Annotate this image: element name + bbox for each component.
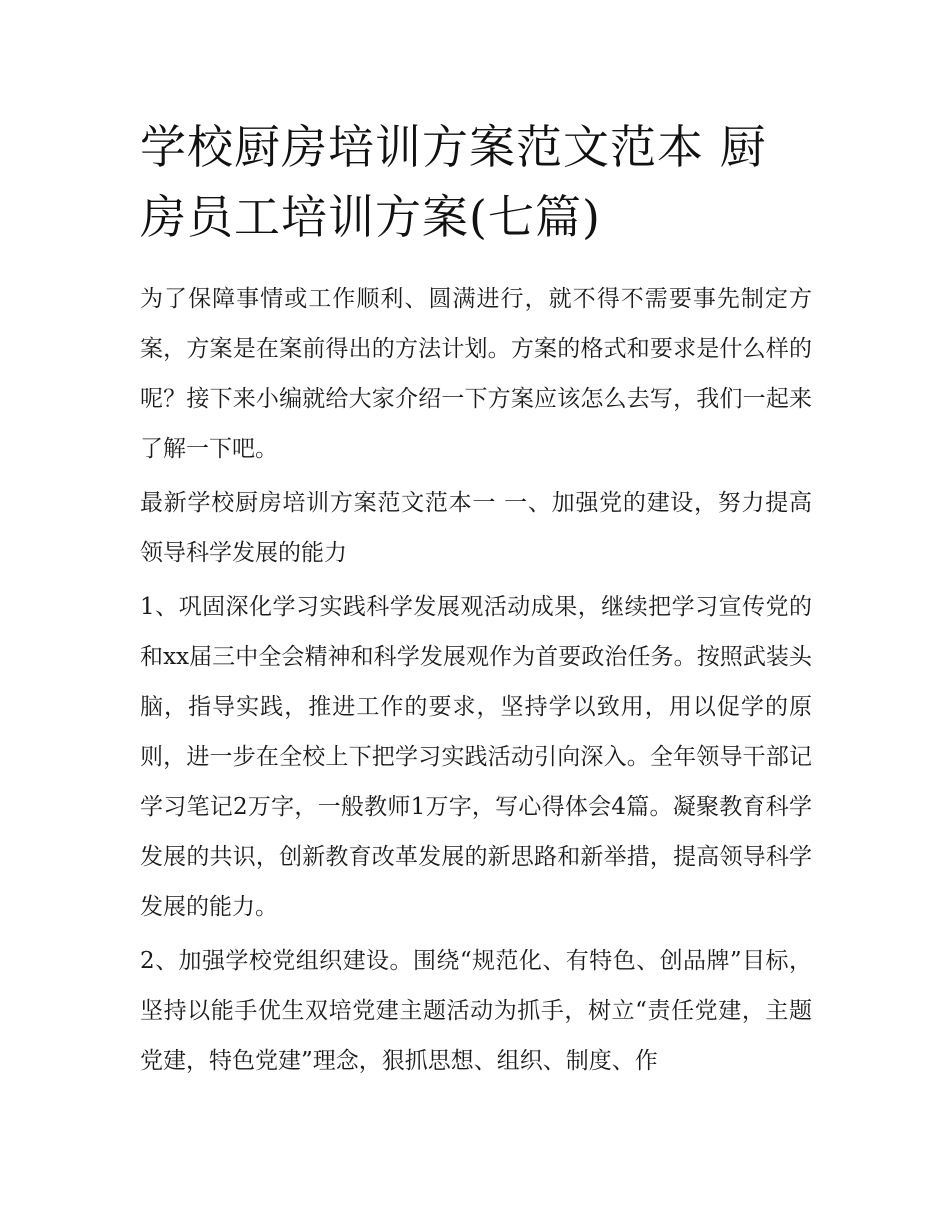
document-title: 学校厨房培训方案范文范本 厨房员工培训方案(七篇) (140, 120, 767, 244)
item-1-paragraph: 1、巩固深化学习实践科学发展观活动成果，继续把学习宣传党的和xx届三中全会精神和科学发展观作为首要政治任务。按照武装头脑，指导实践，推进工作的要求，坚持学以致用，用以促学的原则，进一步在全校上下把学习实践活动引向深入。全年领导干部记学习笔记2万字，一般教师1万字，写心得体会4篇。凝聚教育科学发展的共识，创新教育改革发展的新思路和新举措，提高领导科学发展的能力。 (140, 594, 812, 920)
document-body (140, 274, 812, 1086)
intro-paragraph: 为了保障事情或工作顺利、圆满进行，就不得不需要事先制定方案，方案是在案前得出的方法计划。方案的格式和要求是什么样的呢？接下来小编就给大家介绍一下方案应该怎么去写，我们一起来了解一下吧。 (140, 286, 812, 462)
section-heading-paragraph: 最新学校厨房培训方案范文范本一 一、加强党的建设，努力提高领导科学发展的能力 (140, 490, 812, 566)
document-page (140, 112, 812, 1090)
item-2-paragraph: 2、加强学校党组织建设。围绕“规范化、有特色、创品牌”目标，坚持以能手优生双培党建主题活动为抓手，树立“责任党建，主题党建，特色党建”理念，狠抓思想、组织、制度、作 (140, 948, 812, 1074)
